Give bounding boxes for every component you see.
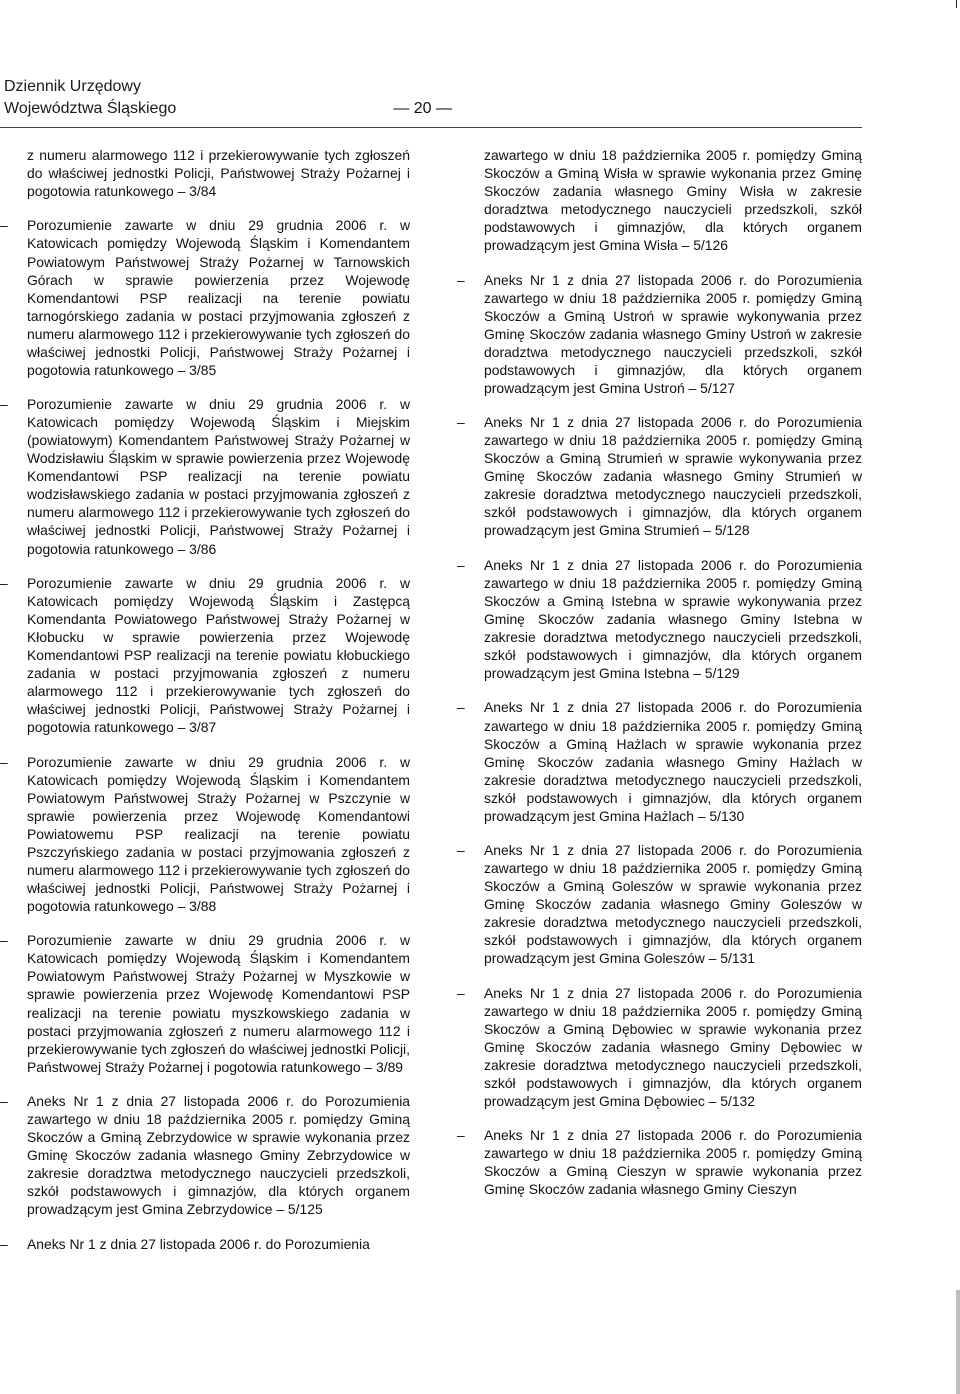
left-continuation <box>0 146 410 200</box>
page-header <box>4 76 470 128</box>
list-item <box>457 841 862 967</box>
list-item-text: Aneks Nr 1 z dnia 27 listopada 2006 r. do Porozumienia zawartego w dniu 18 października 2005 r. pomiędzy Gminą Skoczów a Gminą Ustroń w sprawie wykonywania przez Gminę Skoczów zadania własnego Gminy Ustroń w zakresie doradztwa metodycznego nauczycieli przedszkoli, szkół podstawowych i gimnazjów, dla których organem prowadzącym jest Gmina Ustroń – 5/127 <box>484 271 862 396</box>
scan-edge-strip <box>956 1290 960 1394</box>
right-column <box>457 146 862 1215</box>
list-dash: – <box>0 396 8 413</box>
corner-crop-mark <box>956 0 960 8</box>
list-item <box>0 931 410 1075</box>
list-item-text: Aneks Nr 1 z dnia 27 listopada 2006 r. do Porozumienia zawartego w dniu 18 października 2005 r. pomiędzy Gminą Skoczów a Gminą Hażlach w sprawie wykonania przez Gminę Skoczów zadania własnego Gminy Hażlach w zakresie doradztwa metodycznego nauczycieli przedszkoli, szkół podstawowych i gimnazjów, dla których organem prowadzącym jest Gmina Hażlach – 5/130 <box>484 699 862 824</box>
list-item <box>0 574 410 736</box>
list-item-text: Porozumienie zawarte w dniu 29 grudnia 2006 r. w Katowicach pomiędzy Wojewodą Śląskim i Zastępcą Komendanta Powiatowego Państwowej Straży Pożarnej w Kłobucku w sprawie powierzenia przez Wojewodę Komendantowi PSP realizacji na terenie powiatu kłobuckiego zadania w postaci przyjmowania zgłoszeń z numeru alarmowego 112 i przekierowywanie tych zgłoszeń do właściwej jednostki Policji, Państwowej Straży Pożarnej i pogotowia ratunkowego – 3/87 <box>27 574 410 736</box>
list-dash: – <box>457 984 465 1001</box>
list-dash: – <box>0 932 8 949</box>
continuation-text: zawartego w dniu 18 października 2005 r. pomiędzy Gminą Skoczów a Gminą Wisła w sprawie wykonania przez Gminę Skoczów zadania własnego Gminy Wisła w zakresie doradztwa metodycznego nauczycieli przedszkoli, szkół podstawowych i gimnazjów, dla których organem prowadzącym jest Gmina Wisła – 5/126 <box>484 147 862 254</box>
list-item-text: Aneks Nr 1 z dnia 27 listopada 2006 r. do Porozumienia zawartego w dniu 18 października 2005 r. pomiędzy Gminą Skoczów a Gminą Dębowiec w sprawie wykonania przez Gminę Skoczów zadania własnego Gminy Dębowiec w zakresie doradztwa metodycznego nauczycieli przedszkoli, szkół podstawowych i gimnazjów, dla których organem prowadzącym jest Gmina Dębowiec – 5/132 <box>484 984 862 1109</box>
list-dash: – <box>0 1092 8 1109</box>
list-dash: – <box>457 842 465 859</box>
list-dash: – <box>457 271 465 288</box>
right-continuation <box>457 146 862 254</box>
page-number: — 20 — <box>393 100 452 117</box>
list-item <box>457 413 862 539</box>
list-dash: – <box>457 414 465 431</box>
list-item <box>457 1126 862 1198</box>
list-item-text: Porozumienie zawarte w dniu 29 grudnia 2006 r. w Katowicach pomiędzy Wojewodą Śląskim i Komendantem Powiatowym Państwowej Straży Pożarnej w Tarnowskich Górach w sprawie powierzenia przez Wojewodę Komendantowi PSP realizacji na terenie powiatu tarnogórskiego zadania w postaci przyjmowania zgłoszeń z numeru alarmowego 112 i przekierowywanie tych zgłoszeń do właściwej jednostki Policji, Państwowej Straży Pożarnej i pogotowia ratunkowego – 3/85 <box>27 217 410 378</box>
list-item-text: Aneks Nr 1 z dnia 27 listopada 2006 r. do Porozumienia zawartego w dniu 18 października 2005 r. pomiędzy Gminą Skoczów a Gminą Istebna w sprawie wykonywania przez Gminę Skoczów zadania własnego Gminy Istebna w zakresie doradztwa metodycznego nauczycieli przedszkoli, szkół podstawowych i gimnazjów, dla których organem prowadzącym jest Gmina Istebna – 5/129 <box>484 556 862 682</box>
list-item <box>457 984 862 1110</box>
list-item-text: Porozumienie zawarte w dniu 29 grudnia 2006 r. w Katowicach pomiędzy Wojewodą Śląskim i Komendantem Powiatowym Państwowej Straży Pożarnej w Pszczynie w sprawie powierzenia przez Wojewodę Komendantowi Powiatowemu PSP realizacji na terenie powiatu Pszczyńskiego zadania w postaci przyjmowania zgłoszeń z numeru alarmowego 112 i przekierowywanie tych zgłoszeń do właściwej jednostki Policji, Państwowej Straży Pożarnej i pogotowia ratunkowego – 3/88 <box>27 753 410 914</box>
left-entry-list <box>0 216 410 1252</box>
list-item-text: Aneks Nr 1 z dnia 27 listopada 2006 r. do Porozumienia zawartego w dniu 18 października 2005 r. pomiędzy Gminą Skoczów a Gminą Zebrzydowice w sprawie wykonania przez Gminę Skoczów zadania własnego Gminy Zebrzydowice w zakresie doradztwa metodycznego nauczycieli przedszkoli, szkół podstawowych i gimnazjów, dla których organem prowadzącym jest Gmina Zebrzydowice – 5/125 <box>27 1092 410 1218</box>
list-dash: – <box>0 574 8 591</box>
journal-title-line1: Dziennik Urzędowy <box>4 78 141 95</box>
list-item <box>0 1092 410 1218</box>
continuation-text: z numeru alarmowego 112 i przekierowywanie tych zgłoszeń do właściwej jednostki Policji, Państwowej Straży Pożarnej i pogotowia ratunkowego – 3/84 <box>27 147 410 200</box>
list-item <box>0 395 410 557</box>
list-item <box>0 216 410 378</box>
list-item <box>0 1235 410 1253</box>
list-dash: – <box>457 699 465 716</box>
list-dash: – <box>0 217 8 234</box>
list-item-text: Aneks Nr 1 z dnia 27 listopada 2006 r. do Porozumienia zawartego w dniu 18 października 2005 r. pomiędzy Gminą Skoczów a Gminą Strumień w sprawie wykonywania przez Gminę Skoczów zadania własnego Gminy Strumień w zakresie doradztwa metodycznego nauczycieli przedszkoli, szkół podstawowych i gimnazjów, dla których organem prowadzącym jest Gmina Strumień – 5/128 <box>484 414 862 539</box>
list-item-text: Porozumienie zawarte w dniu 29 grudnia 2006 r. w Katowicach pomiędzy Wojewodą Śląskim i Miejskim (powiatowym) Komendantem Państwowej Straży Pożarnej w Wodzisławiu Śląskim w sprawie powierzenia przez Wojewodę Komendantowi PSP realizacji na terenie powiatu wodzisławskiego zadania w postaci przyjmowania zgłoszeń z numeru alarmowego 112 i przekierowywanie tych zgłoszeń do właściwej jednostki Policji, Państwowej Straży Pożarnej i pogotowia ratunkowego – 3/86 <box>27 396 410 557</box>
left-column <box>0 146 410 1269</box>
list-item-text: Aneks Nr 1 z dnia 27 listopada 2006 r. do Porozumienia <box>27 1235 370 1252</box>
list-dash: – <box>457 1127 465 1144</box>
list-item-text: Aneks Nr 1 z dnia 27 listopada 2006 r. do Porozumienia zawartego w dniu 18 października 2005 r. pomiędzy Gminą Skoczów a Gminą Cieszyn w sprawie wykonania przez Gminę Skoczów zadania własnego Gminy Cieszyn <box>484 1127 862 1198</box>
header-divider <box>0 127 862 128</box>
list-item <box>0 753 410 915</box>
list-dash: – <box>457 556 465 573</box>
list-item <box>457 271 862 397</box>
list-dash: – <box>0 753 8 770</box>
journal-title-line2: Województwa Śląskiego <box>4 100 177 117</box>
list-item <box>457 698 862 824</box>
list-item-text: Aneks Nr 1 z dnia 27 listopada 2006 r. do Porozumienia zawartego w dniu 18 października 2005 r. pomiędzy Gminą Skoczów a Gminą Goleszów w sprawie wykonania przez Gminę Skoczów zadania własnego Gminy Goleszów w zakresie doradztwa metodycznego nauczycieli przedszkoli, szkół podstawowych i gimnazjów, dla których organem prowadzącym jest Gmina Goleszów – 5/131 <box>484 842 862 967</box>
list-item-text: Porozumienie zawarte w dniu 29 grudnia 2006 r. w Katowicach pomiędzy Wojewodą Śląskim i Komendantem Powiatowym Państwowej Straży Pożarnej w Myszkowie w sprawie powierzenia przez Wojewodę Komendantowi PSP realizacji na terenie powiatu myszkowskiego zadania w postaci przyjmowania zgłoszeń z numeru alarmowego 112 i przekierowywanie tych zgłoszeń do właściwej jednostki Policji, Państwowej Straży Pożarnej i pogotowia ratunkowego – 3/89 <box>27 932 410 1075</box>
list-dash: – <box>0 1235 8 1252</box>
list-item <box>457 556 862 682</box>
right-entry-list <box>457 271 862 1199</box>
